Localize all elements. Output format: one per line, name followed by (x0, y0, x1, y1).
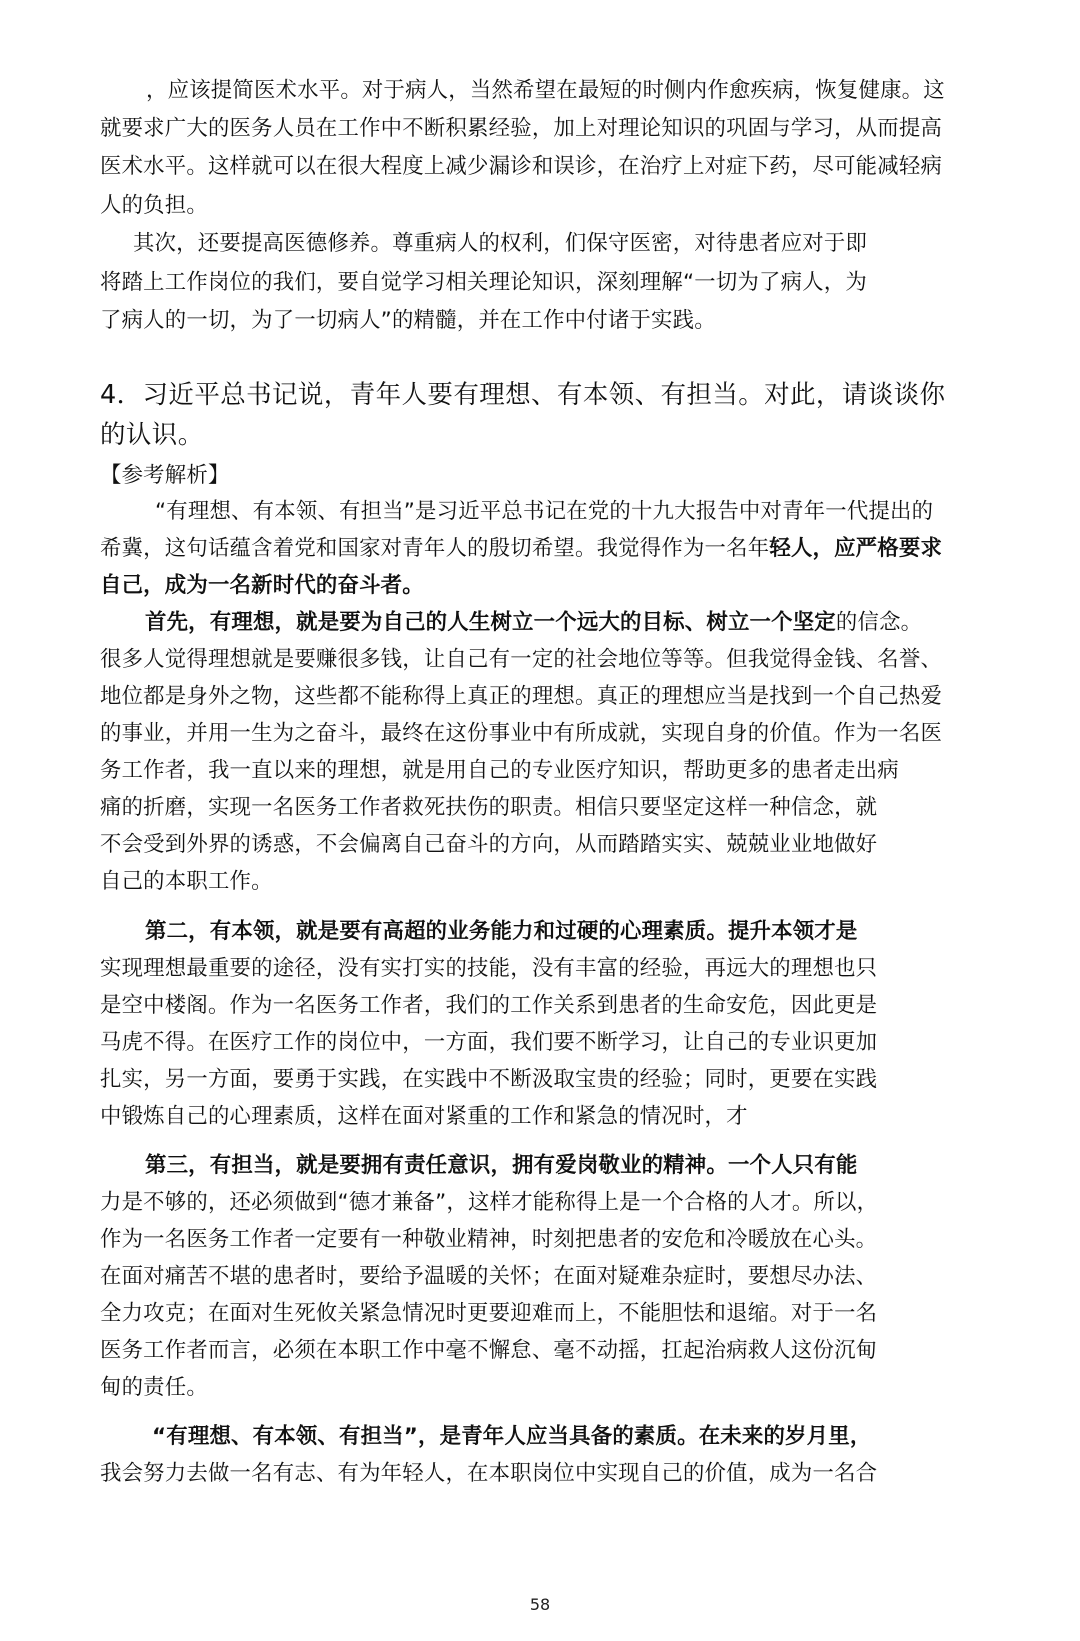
text-run: 痛的折磨，实现一名医务工作者救死扶伤的职责。相信只要坚定这样一种信念，就 (100, 795, 878, 820)
text-run: 作为一名医务工作者一定要有一种敬业精神，时刻把患者的安危和冷暖放在心头。 (100, 1227, 878, 1252)
text-line (100, 955, 877, 983)
text-run: 人的负担。 (100, 193, 208, 218)
text-run: 扎实，另一方面，要勇于实践，在实践中不断汲取宝贵的经验；同时，更要在实践 (100, 1067, 878, 1092)
text-run: “有理想、有本领、有担当”是习近平总书记在党的十九大报告中对青年一代提出的 (155, 499, 934, 524)
text-line (145, 918, 858, 946)
text-run: 地位都是身外之物，这些都不能称得上真正的理想。真正的理想应当是找到一个自己热爱 (100, 684, 943, 709)
text-run: 的信念。 (835, 610, 923, 635)
text-run: 的认识。 (100, 420, 204, 450)
text-run: 是空中楼阁。作为一名医务工作者，我们的工作关系到患者的生命安危，因此更是 (100, 993, 878, 1018)
text-run: 了病人的一切，为了一切病人”的精髓，并在工作中付诸于实践。 (100, 308, 716, 333)
text-line (100, 269, 867, 297)
text-line (152, 1423, 871, 1451)
text-line (100, 1300, 877, 1328)
text-run: 中锻炼自己的心理素质，这样在面对紧重的工作和紧急的情况时，才 (100, 1104, 748, 1129)
text-line (100, 1103, 748, 1131)
text-line (100, 572, 424, 600)
text-line (100, 683, 942, 711)
text-run: 实现理想最重要的途径，没有实打实的技能，没有丰富的经验，再远大的理想也只 (100, 956, 878, 981)
text-run: 在面对痛苦不堪的患者时，要给予温暖的关怀；在面对疑难杂症时，要想尽办法、 (100, 1264, 878, 1289)
bold-text-run: 第三，有担当，就是要拥有责任意识，拥有爱岗敬业的精神。一个人只有能 (145, 1153, 858, 1178)
text-line (100, 794, 877, 822)
text-run: 医务工作者而言，必须在本职工作中毫不懈怠、毫不动摇，扛起治病救人这份沉甸 (100, 1338, 878, 1363)
text-line (100, 419, 204, 451)
text-line (100, 720, 942, 748)
bold-text-run: “有理想、有本领、有担当”，是青年人应当具备的素质。在未来的岁月里， (152, 1424, 872, 1449)
text-line (100, 1029, 877, 1057)
text-line (100, 192, 208, 220)
bold-text-run: 第二，有本领，就是要有高超的业务能力和过硬的心理素质。提升本领才是 (145, 919, 858, 944)
text-run: 医术水平。这样就可以在很大程度上减少漏诊和误诊，在治疗上对症下药，尽可能减轻病 (100, 154, 943, 179)
text-line (100, 379, 945, 411)
text-run: 将踏上工作岗位的我们，要自觉学习相关理论知识，深刻理解“一切为了病人，为 (100, 270, 867, 295)
text-run: 甸的责任。 (100, 1375, 208, 1400)
text-line (100, 757, 899, 785)
text-run: 很多人觉得理想就是要赚很多钱，让自己有一定的社会地位等等。但我觉得金钱、名誉、 (100, 647, 943, 672)
text-run: 全力攻克；在面对生死攸关紧急情况时更要迎难而上，不能胆怯和退缩。对于一名 (100, 1301, 878, 1326)
text-line (100, 646, 942, 674)
text-line (100, 992, 877, 1020)
text-run: 的事业，并用一生为之奋斗，最终在这份事业中有所成就，实现自身的价值。作为一名医 (100, 721, 943, 746)
text-line (100, 462, 230, 490)
text-line (100, 1460, 877, 1488)
text-run: 其次，还要提高医德修养。尊重病人的权利，们保守医密，对待患者应对于即 (133, 231, 868, 256)
bold-text-run: 轻人，应严格要求 (769, 536, 943, 561)
text-run: 4．习近平总书记说，青年人要有理想、有本领、有担当。对此，请谈谈你 (100, 380, 946, 410)
text-line (133, 230, 867, 258)
text-run: 【参考解析】 (100, 463, 230, 488)
text-line (100, 1263, 877, 1291)
text-run: 务工作者，我一直以来的理想，就是用自己的专业医疗知识，帮助更多的患者走出病 (100, 758, 899, 783)
text-line (100, 535, 942, 563)
text-line (100, 1189, 878, 1217)
text-run: 我会努力去做一名有志、有为年轻人，在本职岗位中实现自己的价值，成为一名合 (100, 1461, 878, 1486)
text-line (146, 77, 945, 105)
text-line (100, 1226, 877, 1254)
text-line (100, 115, 942, 143)
text-line (145, 609, 922, 637)
text-line (155, 498, 933, 526)
bold-text-run: 自己，成为一名新时代的奋斗者。 (100, 573, 424, 598)
text-line (100, 1374, 208, 1402)
page-number: 58 (529, 1595, 551, 1614)
text-line (145, 1152, 858, 1180)
text-run: 希冀，这句话蕴含着党和国家对青年人的殷切希望。我觉得作为一名年 (100, 536, 770, 561)
text-line (100, 1066, 877, 1094)
text-run: 马虎不得。在医疗工作的岗位中，一方面，我们要不断学习，让自己的专业识更加 (100, 1030, 878, 1055)
text-run: 力是不够的，还必须做到“德才兼备”，这样才能称得上是一个合格的人才。所以， (100, 1190, 879, 1215)
text-run: 就要求广大的医务人员在工作中不断积累经验，加上对理论知识的巩固与学习，从而提高 (100, 116, 943, 141)
text-line (100, 1337, 877, 1365)
text-line (100, 153, 942, 181)
text-line (100, 831, 877, 859)
text-run: 不会受到外界的诱惑，不会偏离自己奋斗的方向，从而踏踏实实、兢兢业业地做好 (100, 832, 878, 857)
text-line (100, 868, 273, 896)
text-run: ，应该提简医术水平。对于病人，当然希望在最短的时侧内作愈疾病，恢复健康。这 (146, 78, 945, 103)
text-run: 自己的本职工作。 (100, 869, 273, 894)
bold-text-run: 首先，有理想，就是要为自己的人生树立一个远大的目标、树立一个坚定 (145, 610, 836, 635)
text-line (100, 307, 716, 335)
